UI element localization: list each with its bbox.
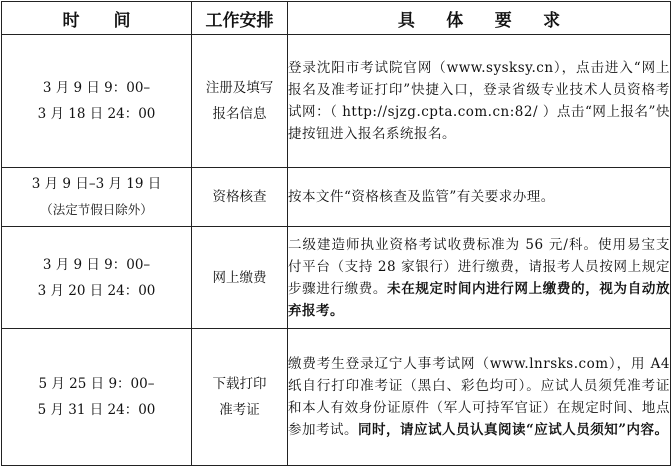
requirement-cell [288, 329, 671, 466]
requirement-text: 登录沈阳市考试院官网（www.sysksy.cn），点击进入“网上报名及准考证打印”快捷入口，登录省级专业技术人员资格考试网：（ http://sjzg.cpta.com.cn:82/ ）点击“网上报名”快捷按钮进入报名系统报名。 [288, 60, 670, 142]
header-task: 工作安排 [192, 2, 288, 35]
requirement-cell [288, 227, 671, 329]
time-line: 3 月 9 日 9：00– [42, 80, 151, 96]
time-line: 3 月 18 日 24：00 [37, 106, 156, 122]
time-cell [2, 35, 192, 168]
time-line: 3 月 20 日 24：00 [37, 282, 156, 299]
task-cell [192, 227, 288, 329]
time-cell [2, 329, 192, 466]
table-row [2, 168, 671, 227]
header-time: 时 间 [2, 2, 192, 35]
requirement-emphasis: 未在规定时间内进行网上缴费的，视为自动放弃报考。 [288, 280, 671, 319]
task-cell [192, 329, 288, 466]
header-requirements: 具 体 要 求 [288, 2, 671, 35]
table-row [2, 35, 671, 168]
schedule-table [1, 1, 671, 466]
requirement-cell [288, 168, 671, 227]
task-cell [192, 35, 288, 168]
requirement-text: 二级建造师执业资格考试收费标准为 56 元/科。使用易宝支付平台（支持 28 家银行）进行缴费，请报考人员按网上规定步骤进行缴费。 [288, 236, 670, 297]
task-line: 资格核查 [212, 189, 267, 205]
time-cell [2, 168, 192, 227]
task-line: 下载打印 [212, 376, 267, 392]
time-line: 3 月 9 日 9：00– [42, 256, 151, 273]
requirement-text: 缴费考生登录辽宁人事考试网（www.lnrsks.com），用 A4 纸自行打印准考证（黑白、彩色均可）。应试人员须凭准考证和本人有效身份证原件（军人可持军官证）在规定时间、地点参加考试。 [288, 356, 670, 438]
task-line: 注册及填写 [205, 80, 274, 96]
task-cell [192, 168, 288, 227]
table-row [2, 329, 671, 466]
task-line: 报名信息 [212, 106, 267, 122]
task-line: 网上缴费 [212, 269, 267, 286]
time-line: 5 月 31 日 24：00 [37, 402, 156, 418]
requirement-cell [288, 35, 671, 168]
time-line: 3 月 9 日–3 月 19 日 [31, 176, 162, 192]
task-line: 准考证 [219, 402, 260, 418]
time-cell [2, 227, 192, 329]
time-note: （法定节假日除外） [40, 202, 153, 217]
table-header-row [2, 2, 671, 35]
time-line: 5 月 25 日 9：00– [38, 376, 155, 392]
requirement-text: 按本文件“资格核查及监管”有关要求办理。 [288, 189, 555, 205]
requirement-emphasis: 同时，请应试人员认真阅读“应试人员须知”内容。 [358, 422, 669, 438]
table-row [2, 227, 671, 329]
